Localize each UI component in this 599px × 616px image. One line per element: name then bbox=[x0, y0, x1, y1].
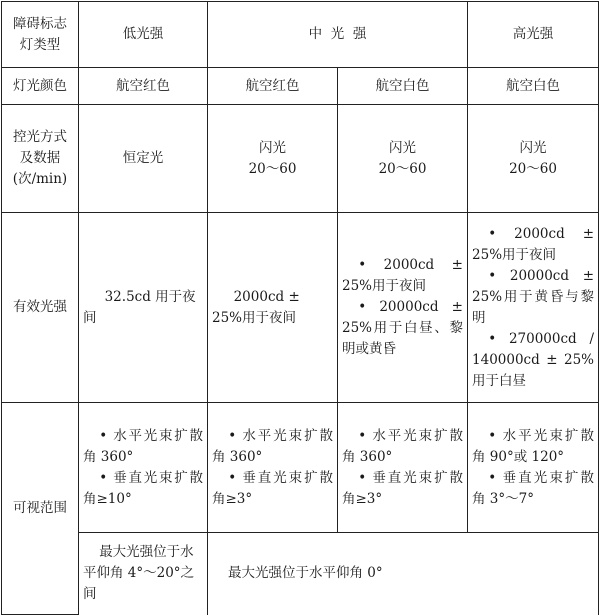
max-intensity-row bbox=[2, 533, 599, 615]
intensity-low: 32.5cd 用于夜间 bbox=[79, 213, 208, 403]
header-type-label: 障碍标志 灯类型 bbox=[2, 2, 79, 68]
obstacle-light-table bbox=[1, 1, 599, 615]
visible-medium-red bbox=[208, 403, 338, 533]
header-low-intensity: 低光强 bbox=[79, 2, 208, 68]
intensity-high-item: • 270000cd / 140000cd ± 25%用于白昼 bbox=[472, 329, 594, 392]
visible-low bbox=[79, 403, 208, 533]
intensity-row bbox=[2, 213, 599, 403]
color-high: 航空白色 bbox=[468, 68, 599, 105]
control-medium-white: 闪光 20～60 bbox=[338, 105, 468, 213]
visible-medium-white-item: • 水平光束扩散角 360° bbox=[342, 426, 463, 468]
control-row bbox=[2, 105, 599, 213]
intensity-high-item: • 2000cd ± 25%用于夜间 bbox=[472, 224, 594, 266]
visible-other-max: 最大光强位于水平仰角 0° bbox=[208, 533, 599, 615]
visible-high bbox=[468, 403, 599, 533]
color-label: 灯光颜色 bbox=[2, 68, 79, 105]
visible-medium-red-item: • 水平光束扩散角 360° bbox=[212, 426, 333, 468]
intensity-label: 有效光强 bbox=[2, 213, 79, 403]
visible-medium-white-item: • 垂直光束扩散角≥3° bbox=[342, 468, 463, 510]
intensity-medium-white-item: • 2000cd ± 25%用于夜间 bbox=[342, 255, 463, 297]
control-low: 恒定光 bbox=[79, 105, 208, 213]
intensity-high-item: • 20000cd ± 25%用于黄昏与黎明 bbox=[472, 266, 594, 329]
visible-high-item: • 水平光束扩散角 90°或 120° bbox=[472, 426, 594, 468]
color-medium-white: 航空白色 bbox=[338, 68, 468, 105]
header-row bbox=[2, 2, 599, 68]
intensity-high bbox=[468, 213, 599, 403]
control-high: 闪光 20～60 bbox=[468, 105, 599, 213]
visible-medium-white bbox=[338, 403, 468, 533]
color-row bbox=[2, 68, 599, 105]
control-label: 控光方式 及数据 (次/min) bbox=[2, 105, 79, 213]
intensity-medium-red: 2000cd ± 25%用于夜间 bbox=[208, 213, 338, 403]
visible-low-item: • 水平光束扩散角 360° bbox=[83, 426, 203, 468]
visible-row bbox=[2, 403, 599, 533]
visible-low-item: • 垂直光束扩散角≥10° bbox=[83, 468, 203, 510]
header-high-intensity: 高光强 bbox=[468, 2, 599, 68]
intensity-medium-white bbox=[338, 213, 468, 403]
visible-medium-red-item: • 垂直光束扩散角≥3° bbox=[212, 468, 333, 510]
color-medium-red: 航空红色 bbox=[208, 68, 338, 105]
color-low: 航空红色 bbox=[79, 68, 208, 105]
header-medium-intensity: 中 光 强 bbox=[208, 2, 468, 68]
visible-label: 可视范围 bbox=[2, 403, 79, 615]
visible-high-item: • 垂直光束扩散角 3°～7° bbox=[472, 468, 594, 510]
visible-low-max: 最大光强位于水平仰角 4°～20°之间 bbox=[79, 533, 208, 615]
control-medium-red: 闪光 20～60 bbox=[208, 105, 338, 213]
intensity-medium-white-item: • 20000cd ± 25%用于白昼、黎明或黄昏 bbox=[342, 297, 463, 360]
